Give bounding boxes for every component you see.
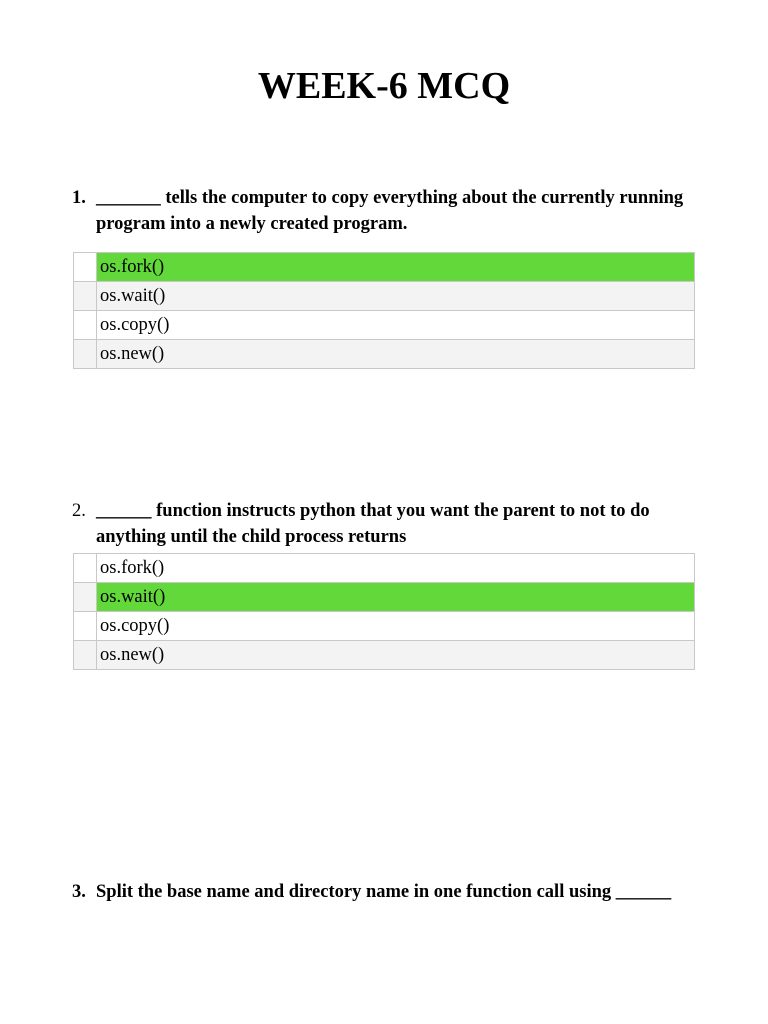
option-label: os.fork() (97, 554, 695, 583)
option-marker (74, 554, 97, 583)
question-2 (72, 498, 692, 550)
option-row (74, 554, 695, 583)
option-row (74, 340, 695, 369)
page-title: WEEK-6 MCQ (257, 65, 511, 107)
option-marker (74, 612, 97, 641)
question-3 (72, 876, 692, 908)
option-marker (74, 253, 97, 282)
options-table-2 (73, 553, 695, 670)
option-label: os.copy() (97, 612, 695, 641)
option-row (74, 612, 695, 641)
question-1 (72, 185, 692, 237)
question-number: 2. (72, 501, 86, 521)
option-marker (74, 311, 97, 340)
option-label: os.fork() (97, 253, 695, 282)
option-row (74, 311, 695, 340)
option-marker (74, 340, 97, 369)
option-label: os.new() (97, 340, 695, 369)
option-row (74, 583, 695, 612)
options-table-1 (73, 252, 695, 369)
question-number: 1. (72, 188, 86, 208)
option-marker (74, 641, 97, 670)
option-label: os.new() (97, 641, 695, 670)
question-text: Split the base name and directory name in one function call using ______ (96, 882, 672, 902)
option-marker (74, 583, 97, 612)
option-label: os.copy() (97, 311, 695, 340)
option-row (74, 282, 695, 311)
option-label: os.wait() (97, 583, 695, 612)
question-number: 3. (72, 882, 86, 902)
option-label: os.wait() (97, 282, 695, 311)
question-text: _______ tells the computer to copy everything about the currently running program into a newly created program. (96, 188, 684, 234)
option-row (74, 641, 695, 670)
question-text: ______ function instructs python that you want the parent to not to do anything until the child process returns (96, 501, 650, 547)
option-marker (74, 282, 97, 311)
option-row (74, 253, 695, 282)
